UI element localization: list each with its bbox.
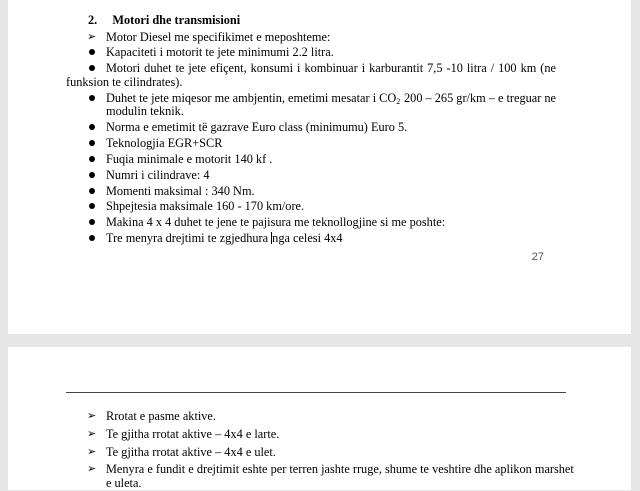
list-item-continuation: e uleta. (106, 476, 142, 490)
section-title: Motori dhe transmisioni (112, 13, 241, 27)
list-item: Norma e emetimit të gazrave Euro class (minimumu) Euro 5. (106, 120, 408, 134)
bullet-icon (89, 172, 95, 178)
list-item: Numri i cilindrave: 4 (106, 168, 210, 182)
list-item: Fuqia minimale e motorit 140 kf . (106, 152, 273, 166)
list-item: Te gjitha rrotat aktive – 4x4 e larte. (106, 427, 280, 441)
list-item: Rrotat e pasme aktive. (106, 409, 216, 423)
bullet-icon (89, 124, 95, 130)
arrow-bullet-icon: ➢ (87, 446, 97, 458)
list-item: Kapaciteti i motorit te jete minimumi 2.2 litra. (106, 45, 334, 59)
list-item: Momenti maksimal : 340 Nm. (106, 184, 255, 198)
list-item: Te gjitha rrotat aktive – 4x4 e ulet. (106, 445, 276, 459)
list-item: Motor Diesel me specifikimet e meposhteme: (106, 30, 331, 44)
bullet-icon (89, 188, 95, 194)
list-item: Teknologjia EGR+SCR (106, 136, 223, 150)
list-item: Shpejtesia maksimale 160 - 170 km/ore. (106, 199, 305, 213)
bullet-icon (89, 156, 95, 162)
list-item: Makina 4 x 4 duhet te jene te pajisura me teknollogjine si me poshte: (106, 215, 446, 229)
document-page-1 (8, 0, 631, 334)
header-divider (66, 392, 566, 393)
list-item: Duhet te jete miqesor me ambjentin, emetimi mesatar i $CO_2$ 200 – 265 gr/km – e treguar ne (106, 91, 556, 106)
bullet-icon (89, 219, 95, 225)
arrow-bullet-icon: ➢ (87, 428, 97, 440)
arrow-bullet-icon: ➢ (87, 31, 97, 43)
section-heading (88, 13, 240, 28)
bullet-icon (89, 65, 95, 71)
bullet-icon (89, 235, 95, 241)
bullet-icon (89, 49, 95, 55)
bullet-icon (89, 95, 95, 101)
bullet-icon (89, 140, 95, 146)
page-number: 27 (531, 251, 544, 263)
arrow-bullet-icon: ➢ (87, 463, 97, 475)
list-item-continuation: modulin teknik. (106, 104, 184, 118)
document-page-2 (8, 347, 631, 490)
list-item: Menyra e fundit e drejtimit eshte per terren jashte rruge, shume te veshtire dhe aplikon marshet (106, 462, 574, 476)
list-item[interactable]: Tre menyra drejtimi te zgjedhura nga celesi 4x4 (106, 231, 343, 245)
section-number: 2. (88, 13, 98, 27)
arrow-bullet-icon: ➢ (87, 410, 97, 422)
bullet-icon (89, 203, 95, 209)
list-item: Motori duhet te jete efiçent, konsumi i kombinuar i karburantit 7,5 -10 litra / 100 km (ne (106, 61, 556, 75)
list-item-continuation: funksion te cilindrates). (66, 75, 183, 89)
